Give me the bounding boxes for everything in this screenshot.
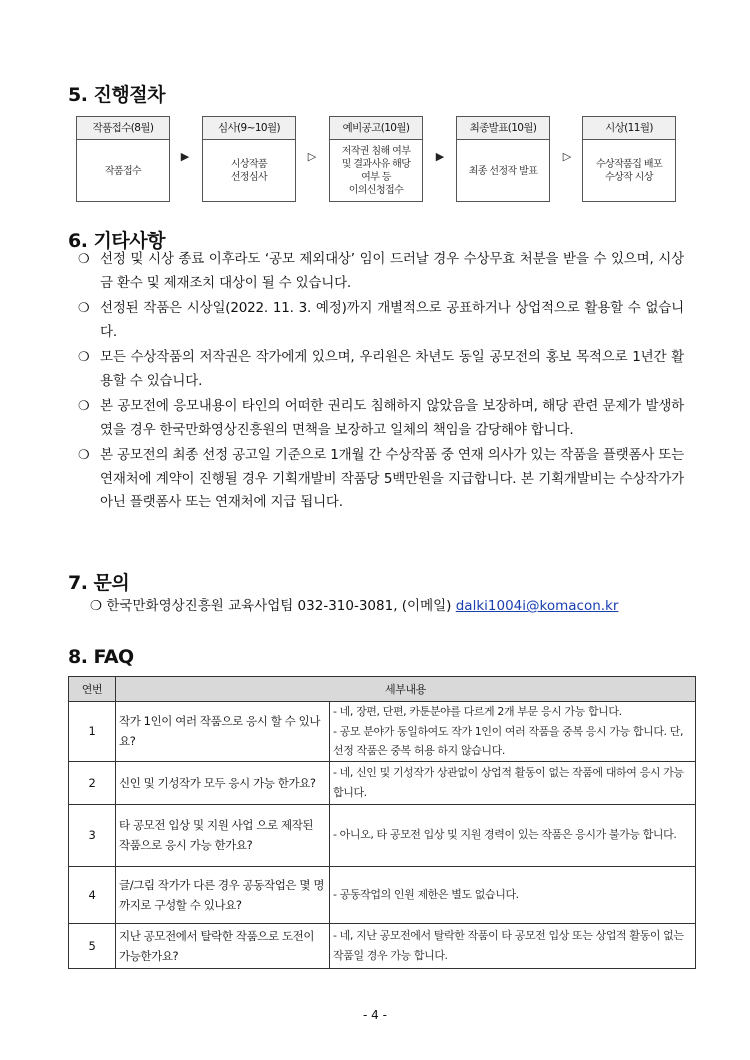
flow-step-body: 최종 선정작 발표 — [468, 165, 538, 177]
flow-step — [456, 116, 550, 202]
contact-text: 한국만화영상진흥원 교육사업팀 032-310-3081, (이메일) — [106, 598, 452, 614]
flow-arrow-outline-icon: ▷ — [562, 150, 572, 163]
table-row — [69, 804, 696, 866]
list-item — [78, 297, 684, 344]
column-header-detail: 세부내용 — [116, 677, 696, 702]
faq-answer — [330, 702, 696, 762]
faq-table — [68, 676, 696, 969]
circle-bullet-icon: ❍ — [78, 448, 90, 463]
flow-step — [329, 116, 423, 202]
flow-step-head: 심사(9~10월) — [203, 117, 295, 140]
circle-bullet-icon: ❍ — [78, 350, 90, 365]
flow-step-body: 수상작품집 배포 수상작 시상 — [596, 159, 662, 183]
list-item — [78, 395, 684, 442]
circle-bullet-icon: ❍ — [78, 252, 90, 267]
circle-bullet-icon: ❍ — [90, 598, 103, 614]
flow-step-head: 예비공고(10월) — [330, 117, 422, 140]
email-link[interactable]: dalki1004i@komacon.kr — [455, 598, 619, 614]
section-7-title: 7. 문의 — [68, 572, 130, 594]
section-6-title: 6. 기타사항 — [68, 230, 165, 252]
note-text: 선정 및 시상 종료 이후라도 ‘공모 제외대상’ 임이 드러날 경우 수상무효 처분을 받을 수 있으며, 시상금 환수 및 제재조치 대상이 될 수 있습니다. — [100, 251, 684, 291]
answer-line: - 아니오, 타 공모전 입상 및 지원 경력이 있는 작품은 응시가 불가능 합니다. — [333, 828, 677, 842]
flow-step-body: 작품접수 — [104, 165, 142, 177]
page-number: - 4 - — [363, 1008, 387, 1022]
flow-arrow-filled-icon: ▶ — [435, 150, 445, 163]
flow-step — [202, 116, 296, 202]
row-number: 2 — [69, 761, 116, 804]
faq-answer — [330, 761, 696, 804]
note-text: 모든 수상작품의 저작권은 작가에게 있으며, 우리원은 차년도 동일 공모전의 홍보 목적으로 1년간 활용할 수 있습니다. — [100, 349, 684, 389]
flow-step-head: 최종발표(10월) — [457, 117, 549, 140]
faq-question: 신인 및 기성작가 모두 응시 가능 한가요? — [116, 761, 330, 804]
row-number: 4 — [69, 866, 116, 923]
table-row — [69, 866, 696, 923]
flow-step — [76, 116, 170, 202]
note-text: 선정된 작품은 시상일(2022. 11. 3. 예정)까지 개별적으로 공표하거나 상업적으로 활용할 수 없습니다. — [100, 300, 684, 340]
faq-question: 작가 1인이 여러 작품으로 응시 할 수 있나요? — [116, 702, 330, 762]
row-number: 1 — [69, 702, 116, 762]
table-row — [69, 702, 696, 762]
faq-answer — [330, 866, 696, 923]
flow-step-head: 시상(11월) — [583, 117, 675, 140]
flow-step-body: 저작권 침해 여부 및 결과사유 해당 여부 등 이의신청접수 — [341, 146, 411, 196]
list-item — [78, 444, 684, 515]
row-number: 5 — [69, 923, 116, 968]
answer-line: - 공모 분야가 동일하여도 작가 1인이 여러 작품을 중복 응시 가능 합니다. 단, 선정 작품은 중복 허용 하지 않습니다. — [333, 724, 684, 757]
section-8-title: 8. FAQ — [68, 646, 134, 668]
column-header-no: 연번 — [69, 677, 116, 702]
process-flow — [76, 116, 676, 202]
notes-list — [78, 248, 684, 517]
contact-line — [90, 595, 618, 617]
answer-line: - 네, 신인 및 기성작가 상관없이 상업적 활동이 없는 작품에 대하여 응시 가능 합니다. — [333, 766, 684, 799]
flow-arrow-filled-icon: ▶ — [180, 150, 190, 163]
faq-answer — [330, 804, 696, 866]
row-number: 3 — [69, 804, 116, 866]
answer-line: - 공동작업의 인원 제한은 별도 없습니다. — [333, 887, 519, 901]
answer-line: - 네, 장편, 단편, 카툰분야를 다르게 2개 부문 응시 가능 합니다. — [333, 705, 622, 718]
table-header-row — [69, 677, 696, 702]
faq-question: 지난 공모전에서 탈락한 작품으로 도전이 가능한가요? — [116, 923, 330, 968]
answer-line: - 네, 지난 공모전에서 탈락한 작품이 타 공모전 입상 또는 상업적 활동이 없는 작품일 경우 가능 합니다. — [333, 929, 684, 962]
note-text: 본 공모전에 응모내용이 타인의 어떠한 권리도 침해하지 않았음을 보장하며, 해당 관련 문제가 발생하였을 경우 한국만화영상진흥원의 면책을 보장하고 일체의 책임을 감당해야 합니다. — [100, 398, 684, 438]
flow-arrow-outline-icon: ▷ — [307, 150, 317, 163]
faq-question: 글/그림 작가가 다른 경우 공동작업은 몇 명까지로 구성할 수 있나요? — [116, 866, 330, 923]
note-text: 본 공모전의 최종 선정 공고일 기준으로 1개월 간 수상작품 중 연재 의사가 있는 작품을 플랫폼사 또는 연재처에 계약이 진행될 경우 기획개발비 작품당 5백만원을 지급합니다. 본 기획개발비는 수상작가가 아닌 플랫폼사 또는 연재처에 지급 됩니다. — [100, 447, 684, 510]
flow-step-head: 작품접수(8월) — [77, 117, 169, 140]
table-row — [69, 761, 696, 804]
list-item — [78, 248, 684, 295]
table-row — [69, 923, 696, 968]
circle-bullet-icon: ❍ — [78, 399, 90, 414]
flow-step — [582, 116, 676, 202]
faq-answer — [330, 923, 696, 968]
flow-step-body: 시상작품 선정심사 — [230, 159, 268, 183]
section-5-title: 5. 진행절차 — [68, 84, 165, 106]
circle-bullet-icon: ❍ — [78, 301, 90, 316]
list-item — [78, 346, 684, 393]
faq-question: 타 공모전 입상 및 지원 사업 으로 제작된 작품으로 응시 가능 한가요? — [116, 804, 330, 866]
